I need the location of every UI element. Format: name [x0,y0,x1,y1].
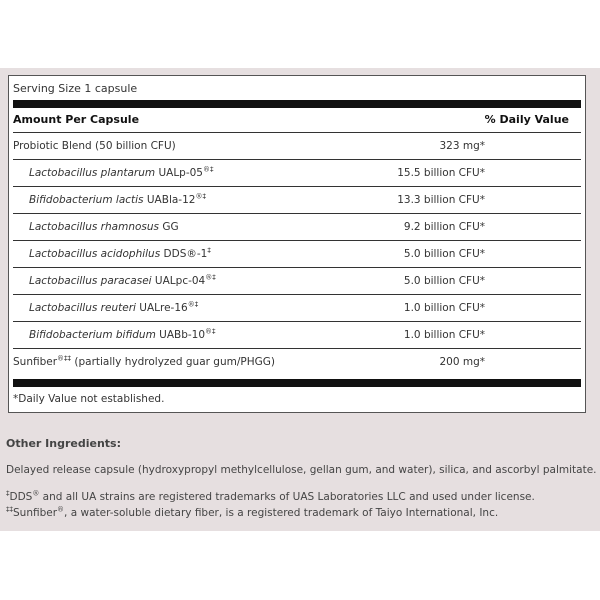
strain-code: UALp-05 [155,167,203,179]
ingredient-amount: 15.5 billion CFU* [397,167,485,179]
serving-size: Serving Size 1 capsule [13,82,138,95]
dds-trademark-text: and all UA strains are registered trademarks of UAS Laboratories LLC and used under license. [39,491,535,503]
strain-code: GG [159,221,179,233]
ingredient-amount: 5.0 billion CFU* [403,275,485,287]
ingredient-description: (partially hydrolyzed guar gum/PHGG) [71,356,275,368]
ingredient-amount: 1.0 billion CFU* [403,329,485,341]
strain-species: Lactobacillus paracasei [29,275,152,287]
strain-species: Lactobacillus plantarum [29,167,156,179]
ingredient-amount: 200 mg* [439,356,485,368]
registered-mark: ® [57,505,65,514]
strain-code: UABb-10 [155,329,206,341]
other-ingredients-text: Delayed release capsule (hydroxypropyl methylcellulose, gellan gum, and water), silica, and ascorbyl palmitate. [6,464,597,476]
ingredient-row [13,132,581,160]
sunfiber-brand: Sunfiber [13,507,58,519]
ingredient-name [29,221,179,233]
strain-code: Sunfiber [13,356,58,368]
supplement-facts-panel [8,75,586,413]
ingredient-amount: 323 mg* [439,140,485,152]
ingredient-name [13,356,275,368]
strain-code: UALre-16 [135,302,188,314]
trademark-note-dds [6,491,535,503]
ingredient-amount: 5.0 billion CFU* [403,248,485,260]
strain-code: DDS®-1 [160,248,208,260]
ingredient-row [13,159,581,187]
double-double-dagger-mark: ‡‡ [6,505,13,514]
strain-species: Lactobacillus reuteri [29,302,136,314]
ingredient-amount: 1.0 billion CFU* [403,302,485,314]
strain-code: Probiotic Blend (50 billion CFU) [13,140,176,152]
sunfiber-trademark-text: , a water-soluble dietary fiber, is a registered trademark of Taiyo International, Inc. [64,507,499,519]
registered-mark: ® [32,489,40,498]
ingredient-row [13,348,581,376]
ingredient-row [13,213,581,241]
other-ingredients-title: Other Ingredients: [6,437,121,450]
ingredient-row [13,321,581,349]
header-divider [13,100,581,108]
trademark-marks: ‡ [207,246,211,255]
strain-code: UABla-12 [143,194,196,206]
ingredient-row [13,240,581,268]
ingredient-name [13,140,176,152]
strain-species: Bifidobacterium bifidum [29,329,156,341]
ingredient-row [13,294,581,322]
daily-value-footnote: *Daily Value not established. [13,393,165,405]
trademark-marks: ®‡ [195,192,206,201]
ingredient-name [29,248,211,260]
dds-brand: DDS [9,491,33,503]
ingredient-amount: 9.2 billion CFU* [403,221,485,233]
trademark-marks: ®‡ [205,273,216,282]
trademark-marks: ®‡ [187,300,199,309]
double-dagger-mark: ‡ [6,489,10,498]
trademark-note-sunfiber [6,507,498,519]
trademark-marks: ®‡ [202,165,214,174]
strain-species: Bifidobacterium lactis [29,194,144,206]
trademark-marks: ®‡ [205,327,216,336]
column-header [13,110,581,130]
ingredient-name [29,167,213,179]
amount-per-capsule-header: Amount Per Capsule [13,113,140,126]
trademark-marks: ®‡‡ [57,354,72,363]
footer-divider [13,379,581,387]
ingredient-amount: 13.3 billion CFU* [397,194,485,206]
strain-code: UALpc-04 [151,275,206,287]
ingredient-name [29,194,206,206]
ingredient-name [29,275,216,287]
ingredient-name [29,302,198,314]
daily-value-header: % Daily Value [484,113,569,126]
ingredient-name [29,329,216,341]
strain-species: Lactobacillus rhamnosus [29,221,159,233]
ingredient-row [13,267,581,295]
strain-species: Lactobacillus acidophilus [29,248,161,260]
ingredient-row [13,186,581,214]
